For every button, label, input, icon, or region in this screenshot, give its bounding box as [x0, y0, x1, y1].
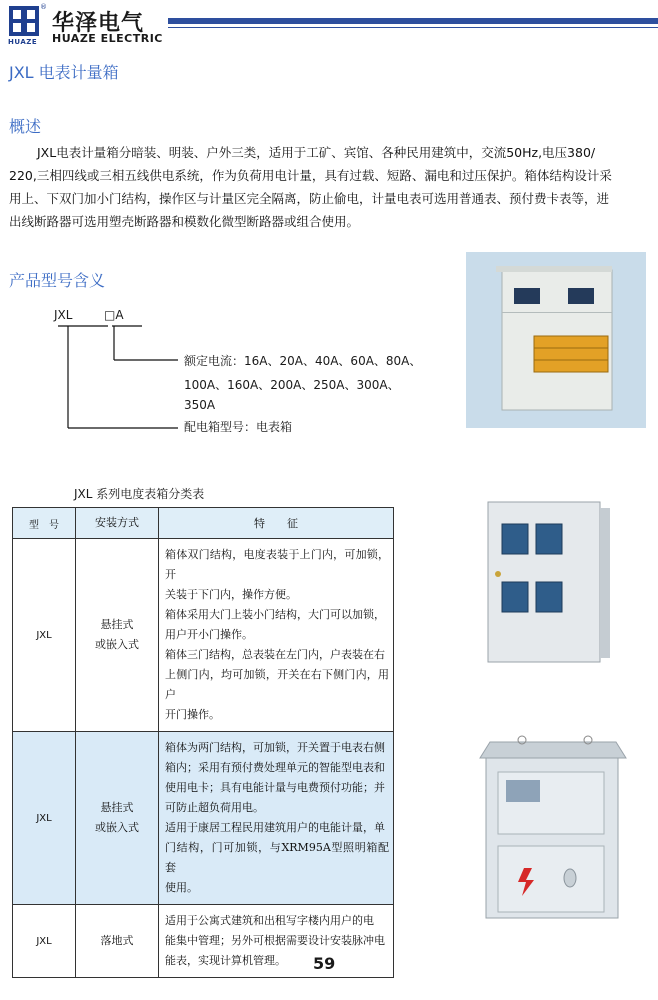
- feature-line: 使用电卡；具有电能计量与电费预付功能；并: [165, 781, 385, 794]
- product-photo-1: [466, 252, 646, 428]
- install-line: 落地式: [100, 934, 134, 947]
- logo-subtext: HUAZE: [8, 38, 38, 46]
- feature-line: 适用于康居工程民用建筑用户的电能计量，单: [165, 821, 385, 834]
- feature-line: 关装于下门内，操作方便。: [165, 588, 297, 601]
- cell-install: [76, 732, 159, 905]
- table-header-row: [13, 508, 394, 539]
- cell-features: [159, 539, 394, 732]
- rated-current-line: 100A、160A、200A、250A、300A、: [184, 378, 400, 392]
- feature-line: 箱体采用大门上装小门结构，大门可以加锁，: [165, 608, 385, 621]
- model-meaning-title: 产品型号含义: [9, 271, 106, 290]
- header-model: 型 号: [13, 508, 76, 539]
- cell-install: [76, 539, 159, 732]
- cell-install: [76, 905, 159, 978]
- feature-line: 箱体为两门结构，可加锁，开关置于电表右侧: [165, 741, 385, 754]
- registered-mark: ®: [40, 3, 47, 11]
- page-number: 59: [313, 954, 336, 973]
- feature-line: 箱体双门结构，电度表装于上门内，可加锁，开: [165, 548, 389, 581]
- feature-line: 上侧门内，均可加锁，开关在右下侧门内，用户: [165, 668, 389, 701]
- table-row: [13, 732, 394, 905]
- rated-current-line: 350A: [184, 398, 216, 412]
- table-row: [13, 905, 394, 978]
- overview-title: 概述: [9, 117, 42, 136]
- brand-name-en: HUAZE ELECTRIC: [52, 32, 163, 45]
- cell-model: JXL: [13, 905, 76, 978]
- model-description: 配电箱型号：电表箱: [184, 420, 293, 434]
- table-title: JXL 系列电度表箱分类表: [74, 487, 205, 501]
- header-features: 特 征: [159, 508, 394, 539]
- cell-features: [159, 732, 394, 905]
- feature-line: 适用于公寓式建筑和出租写字楼内用户的电: [165, 914, 374, 927]
- feature-line: 使用。: [165, 881, 198, 894]
- model-prefix: JXL: [54, 308, 73, 322]
- feature-line: 可防止超负荷用电。: [165, 801, 264, 814]
- feature-line: 门结构，门可加锁，与XRM95A型照明箱配套: [165, 841, 389, 874]
- product-photo-3: [466, 728, 646, 924]
- cell-model: JXL: [13, 732, 76, 905]
- cell-features: [159, 905, 394, 978]
- brand-name-cn: 华泽电气: [52, 11, 145, 36]
- overview-line: 出线断路器可选用塑壳断路器和模数化微型断路器或组合使用。: [9, 214, 360, 229]
- table-row: [13, 539, 394, 732]
- overview-line: JXL电表计量箱分暗装、明装、户外三类，适用于工矿、宾馆、各种民用建筑中，交流50Hz,电压380/: [37, 145, 596, 160]
- install-line: 或嵌入式: [95, 638, 139, 651]
- install-line: 悬挂式: [100, 618, 134, 631]
- rated-current-line: 额定电流：16A、20A、40A、60A、80A、: [184, 354, 422, 368]
- model-current-placeholder: □A: [104, 308, 124, 322]
- page-title: JXL 电表计量箱: [9, 63, 119, 82]
- feature-line: 开门操作。: [165, 708, 220, 721]
- product-photo-2: [466, 494, 646, 670]
- install-line: 悬挂式: [100, 801, 134, 814]
- feature-line: 能表，实现计算机管理。: [165, 954, 286, 967]
- cell-model: JXL: [13, 539, 76, 732]
- feature-line: 用户开小门操作。: [165, 628, 253, 641]
- header-install: 安装方式: [76, 508, 159, 539]
- feature-line: 箱内；采用有预付费处理单元的智能型电表和: [165, 761, 385, 774]
- classification-table: [12, 507, 394, 978]
- feature-line: 能集中管理；另外可根据需要设计安装脉冲电: [165, 934, 385, 947]
- install-line: 或嵌入式: [95, 821, 139, 834]
- feature-line: 箱体三门结构，总表装在左门内，户表装在右: [165, 648, 385, 661]
- overview-line: 用上、下双门加小门结构，操作区与计量区完全隔离，防止偷电，计量电表可选用普通表、预付费卡表等，进: [9, 191, 610, 206]
- overview-line: 220,三相四线或三相五线供电系统，作为负荷用电计量，具有过载、短路、漏电和过压保护。箱体结构设计采: [9, 168, 612, 183]
